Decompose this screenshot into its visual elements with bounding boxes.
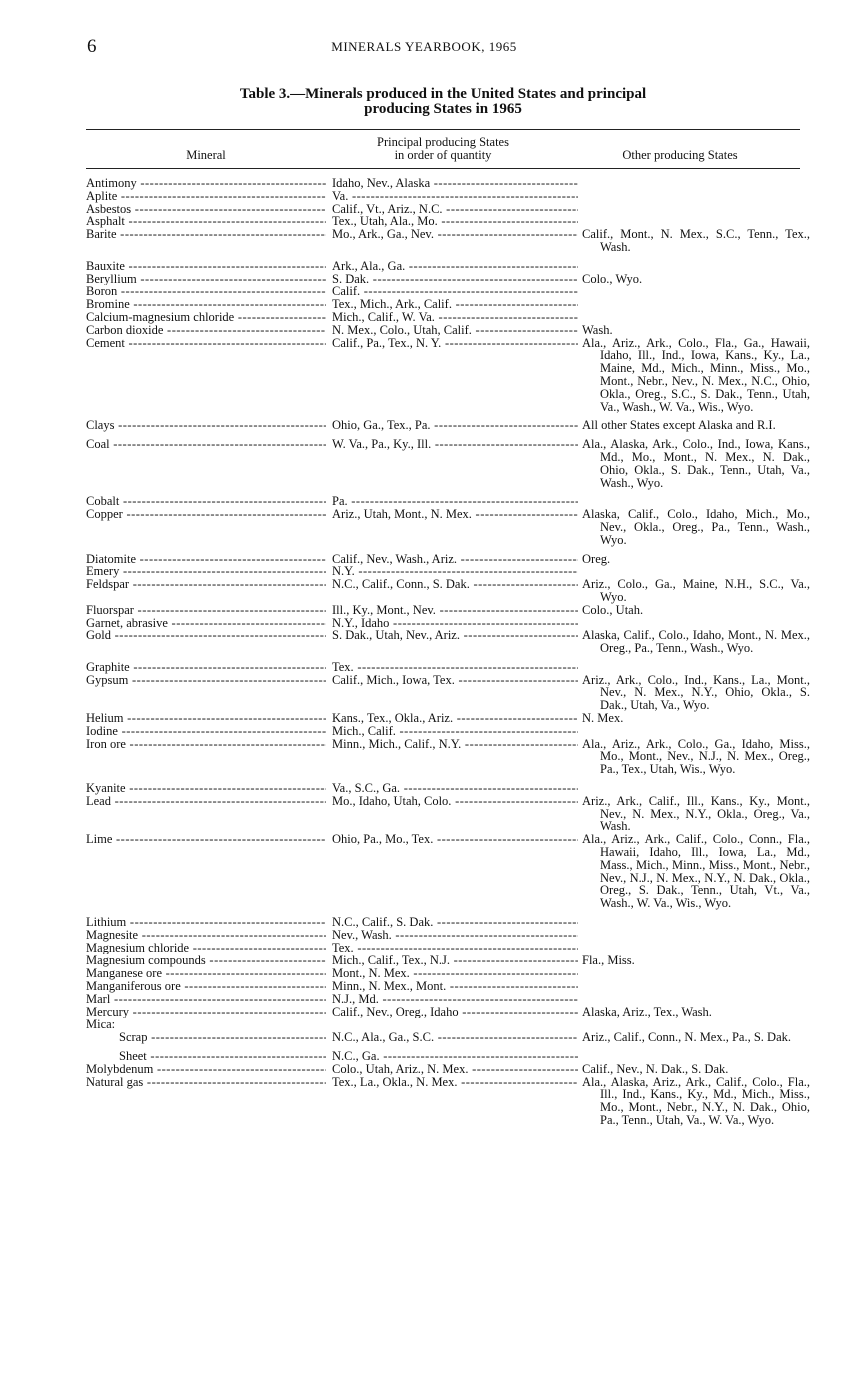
principal-states-cell: Tex., Mich., Ark., Calif. ----- <box>332 298 578 311</box>
table-row <box>86 1031 806 1044</box>
mineral-cell: Scrap ----- <box>86 1031 326 1044</box>
mineral-cell: Feldspar ----- <box>86 578 326 604</box>
mineral-cell: Graphite ----- <box>86 661 326 674</box>
mineral-cell: Mercury ----- <box>86 1006 326 1019</box>
principal-states-cell: Calif., Vt., Ariz., N.C. ----- <box>332 203 578 216</box>
running-head: MINERALS YEARBOOK, 1965 <box>331 39 517 54</box>
principal-states-cell: Calif., Nev., Oreg., Idaho ----- <box>332 1006 578 1019</box>
mineral-cell: Barite ----- <box>86 228 326 254</box>
mineral-cell: Magnesite ----- <box>86 929 326 942</box>
other-states-cell: Ala., Ariz., Ark., Colo., Ga., Idaho, Miss., Mo., Mont., Nev., N.J., N. Mex., Oreg., Pa., Tex., Utah, Wis., Wyo. <box>582 736 810 777</box>
table-title <box>86 87 800 117</box>
mineral-cell: Coal ----- <box>86 438 326 489</box>
principal-states-cell: Calif., Pa., Tex., N. Y. ----- <box>332 337 578 414</box>
principal-states-cell: Colo., Utah, Ariz., N. Mex. ----- <box>332 1063 578 1076</box>
principal-states-cell: Ohio, Ga., Tex., Pa. ----- <box>332 419 578 432</box>
table-row <box>86 604 806 617</box>
table-title-line-2: producing States in 1965 <box>364 101 522 117</box>
column-header-mineral: Mineral <box>186 148 226 162</box>
other-states-cell: Ariz., Ark., Calif., Ill., Kans., Ky., Mont., Nev., N. Mex., N.Y., Okla., Oreg., Va., Wash. <box>582 793 810 834</box>
table-title-line-1: Table 3.—Minerals produced in the United States and principal <box>239 86 647 102</box>
table-row <box>86 993 806 1006</box>
principal-states-cell: Nev., Wash. ----- <box>332 929 578 942</box>
table-row <box>86 324 806 337</box>
mineral-cell: Beryllium ----- <box>86 273 326 286</box>
table-row <box>86 929 806 942</box>
table-header-rule <box>86 168 800 169</box>
mineral-cell: Garnet, abrasive ----- <box>86 617 326 630</box>
mineral-cell: Boron ----- <box>86 285 326 298</box>
principal-states-cell: Ill., Ky., Mont., Nev. ----- <box>332 604 578 617</box>
mineral-cell: Marl ----- <box>86 993 326 1006</box>
principal-states-cell: N.C., Calif., Conn., S. Dak. ----- <box>332 578 578 604</box>
mineral-cell: Clays ----- <box>86 419 326 432</box>
principal-states-cell: Idaho, Nev., Alaska ----- <box>332 177 578 190</box>
other-states-cell <box>582 260 810 273</box>
mineral-cell: Asbestos ----- <box>86 203 326 216</box>
table-row <box>86 736 810 777</box>
principal-states-cell: Ohio, Pa., Mo., Tex. ----- <box>332 833 578 910</box>
other-states-cell: Fla., Miss. <box>582 953 635 968</box>
principal-states-cell: N.C., Calif., S. Dak. ----- <box>332 916 578 929</box>
other-states-cell <box>582 916 810 929</box>
other-states-cell <box>582 311 810 324</box>
principal-states-cell: N.J., Md. ----- <box>332 993 578 1006</box>
principal-states-cell: Tex., La., Okla., N. Mex. ----- <box>332 1076 578 1127</box>
mineral-cell: Bauxite ----- <box>86 260 326 273</box>
table-row <box>86 628 810 656</box>
table-row <box>86 577 810 604</box>
other-states-cell: Wash. <box>582 322 613 337</box>
table-row <box>86 725 806 738</box>
mineral-cell: Antimony ----- <box>86 177 326 190</box>
other-states-cell <box>582 661 810 674</box>
mineral-cell: Gold ----- <box>86 629 326 655</box>
mineral-cell: Magnesium chloride ----- <box>86 942 326 955</box>
table-row <box>86 942 806 955</box>
table-row <box>86 507 810 547</box>
mineral-cell: Lithium ----- <box>86 916 326 929</box>
table-row <box>86 227 810 254</box>
table-row <box>86 260 806 273</box>
principal-states-cell: N.Y., Idaho ----- <box>332 617 578 630</box>
principal-states-cell: Mont., N. Mex. ----- <box>332 967 578 980</box>
table-row <box>86 298 806 311</box>
mineral-cell: Kyanite ----- <box>86 782 326 795</box>
mineral-cell: Lead ----- <box>86 795 326 833</box>
other-states-cell <box>582 298 810 311</box>
other-states-cell: Alaska, Calif., Colo., Idaho, Mich., Mo., Nev., Okla., Oreg., Pa., Tenn., Wash., Wyo. <box>582 507 810 547</box>
table-row <box>86 793 810 834</box>
principal-states-cell: Minn., N. Mex., Mont. ----- <box>332 980 578 993</box>
mineral-cell: Emery ----- <box>86 565 326 578</box>
principal-states-cell: Calif., Nev., Wash., Ariz. ----- <box>332 553 578 566</box>
mineral-cell: Calcium-magnesium chloride ----- <box>86 311 326 324</box>
table-row <box>86 916 806 929</box>
other-states-cell: Ariz., Calif., Conn., N. Mex., Pa., S. Dak. <box>582 1030 792 1045</box>
table-row <box>86 1063 806 1076</box>
other-states-cell <box>582 190 810 203</box>
mineral-cell: Manganiferous ore ----- <box>86 980 326 993</box>
other-states-cell: Colo., Wyo. <box>582 271 643 286</box>
other-states-cell: Alaska, Calif., Colo., Idaho, Mont., N. Mex., Oreg., Pa., Tenn., Wash., Wyo. <box>582 628 810 656</box>
mineral-cell: Natural gas ----- <box>86 1076 326 1127</box>
column-header-principal-line-1: Principal producing States <box>377 135 509 149</box>
mineral-cell: Bromine ----- <box>86 298 326 311</box>
principal-states-cell: Tex. ----- <box>332 942 578 955</box>
other-states-cell: Ala., Ariz., Ark., Colo., Fla., Ga., Hawaii, Idaho, Ill., Ind., Iowa, Kans., Ky., La., Maine, Md., Mich., Minn., Miss., Mo., Mont., Nebr., Nev., N. Mex., N.C., Ohio, Okla., Oreg., S.C., S. Dak., Tenn., Utah, Va., Wash., W. Va., Wis., Wyo. <box>582 335 810 414</box>
table-row <box>86 1050 806 1063</box>
table-row <box>86 285 806 298</box>
mineral-cell: Molybdenum ----- <box>86 1063 326 1076</box>
table-body <box>86 177 810 1127</box>
table-row <box>86 1074 810 1127</box>
mineral-cell: Gypsum ----- <box>86 674 326 712</box>
table-row <box>86 782 806 795</box>
table-top-rule <box>86 129 800 130</box>
mineral-cell: Fluorspar ----- <box>86 604 326 617</box>
table-row <box>86 1006 806 1019</box>
principal-states-cell: N.Y. ----- <box>332 565 578 578</box>
principal-states-cell: Va., S.C., Ga. ----- <box>332 782 578 795</box>
principal-states-cell: Calif., Mich., Iowa, Tex. ----- <box>332 674 578 712</box>
mineral-cell: Copper ----- <box>86 508 326 546</box>
column-header-principal-line-2: in order of quantity <box>394 148 492 162</box>
other-states-cell: Colo., Utah. <box>582 602 644 617</box>
principal-states-cell <box>332 1018 578 1031</box>
table-row <box>86 419 806 432</box>
other-states-cell <box>582 967 810 980</box>
table-row <box>86 311 806 324</box>
table-row <box>86 967 806 980</box>
column-header-other: Other producing States <box>622 148 738 162</box>
principal-states-cell: Va. ----- <box>332 190 578 203</box>
principal-states-cell: Mo., Ark., Ga., Nev. ----- <box>332 228 578 254</box>
other-states-cell <box>582 993 810 1006</box>
principal-states-cell: Minn., Mich., Calif., N.Y. ----- <box>332 738 578 776</box>
other-states-cell <box>582 177 810 190</box>
mineral-cell: Sheet ----- <box>86 1050 326 1063</box>
principal-states-cell: Pa. ----- <box>332 495 578 508</box>
principal-states-cell: N.C., Ala., Ga., S.C. ----- <box>332 1031 578 1044</box>
other-states-cell: Ala., Ariz., Ark., Calif., Colo., Conn., Fla., Hawaii, Idaho, Ill., Iowa, La., Md., Mass., Mich., Minn., Miss., Mont., Nebr., Nev., N.J., N. Mex., N.Y., N. Dak., Okla., Oreg., S. Dak., Tenn., Utah, Vt., Va., Wash., W. Va., Wis., Wyo. <box>582 832 810 911</box>
table-row <box>86 954 806 967</box>
table-row <box>86 553 806 566</box>
principal-states-cell: N. Mex., Colo., Utah, Calif. ----- <box>332 324 578 337</box>
other-states-cell: Ala., Alaska, Ark., Colo., Ind., Iowa, Kans., Md., Mo., Mont., N. Mex., N. Dak., Ohio, Okla., S. Dak., Tenn., Utah, Va., Wash., Wyo. <box>582 437 810 490</box>
table-row <box>86 832 810 911</box>
other-states-cell: Alaska, Ariz., Tex., Wash. <box>582 1004 712 1019</box>
page-number: 6 <box>87 36 97 57</box>
other-states-cell: Ala., Alaska, Ariz., Ark., Calif., Colo., Fla., Ill., Ind., Kans., Ky., Md., Mich., Miss., Mo., Mont., Nebr., N.Y., N. Dak., Ohio, Pa., Tenn., Utah, Va., W. Va., Wyo. <box>582 1074 810 1127</box>
principal-states-cell: Ariz., Utah, Mont., N. Mex. ----- <box>332 508 578 546</box>
mineral-cell: Mica: <box>86 1018 116 1032</box>
principal-states-cell: Calif. ----- <box>332 285 578 298</box>
other-states-cell <box>582 285 810 298</box>
other-states-cell <box>582 980 810 993</box>
table-row <box>86 335 810 414</box>
principal-states-cell: Mo., Idaho, Utah, Colo. ----- <box>332 795 578 833</box>
mineral-cell: Iron ore ----- <box>86 738 326 776</box>
column-header-principal <box>326 136 560 162</box>
other-states-cell <box>582 203 810 216</box>
principal-states-cell: Ark., Ala., Ga. ----- <box>332 260 578 273</box>
other-states-cell: N. Mex. <box>582 711 624 726</box>
principal-states-cell: N.C., Ga. ----- <box>332 1050 578 1063</box>
mineral-cell: Magnesium compounds ----- <box>86 954 326 967</box>
principal-states-cell: Mich., Calif., W. Va. ----- <box>332 311 578 324</box>
mineral-cell: Manganese ore ----- <box>86 967 326 980</box>
mineral-cell: Iodine ----- <box>86 725 326 738</box>
principal-states-cell: Kans., Tex., Okla., Ariz. ----- <box>332 712 578 725</box>
table-row <box>86 672 810 713</box>
other-states-cell <box>582 782 810 795</box>
table-row <box>86 437 810 490</box>
other-states-cell <box>582 929 810 942</box>
table-row <box>86 177 806 190</box>
other-states-cell <box>582 725 810 738</box>
table-row <box>86 203 806 216</box>
other-states-cell: Calif., Mont., N. Mex., S.C., Tenn., Tex., Wash. <box>582 227 810 254</box>
mineral-cell: Helium ----- <box>86 712 326 725</box>
mineral-cell: Lime ----- <box>86 833 326 910</box>
mineral-cell: Diatomite ----- <box>86 553 326 566</box>
principal-states-cell: W. Va., Pa., Ky., Ill. ----- <box>332 438 578 489</box>
other-states-cell: Oreg. <box>582 551 611 566</box>
other-states-cell: Calif., Nev., N. Dak., S. Dak. <box>582 1061 729 1076</box>
principal-states-cell: S. Dak., Utah, Nev., Ariz. ----- <box>332 629 578 655</box>
other-states-cell: Ariz., Colo., Ga., Maine, N.H., S.C., Va., Wyo. <box>582 577 810 604</box>
mineral-cell: Aplite ----- <box>86 190 326 203</box>
mineral-cell: Cobalt ----- <box>86 495 326 508</box>
principal-states-cell: Tex. ----- <box>332 661 578 674</box>
mineral-cell: Cement ----- <box>86 337 326 414</box>
mineral-cell: Carbon dioxide ----- <box>86 324 326 337</box>
other-states-cell: All other States except Alaska and R.I. <box>582 418 776 433</box>
principal-states-cell: Mich., Calif. ----- <box>332 725 578 738</box>
principal-states-cell: S. Dak. ----- <box>332 273 578 286</box>
other-states-cell <box>582 1050 810 1063</box>
principal-states-cell: Mich., Calif., Tex., N.J. ----- <box>332 954 578 967</box>
table-row <box>86 273 806 286</box>
mineral-cell: Asphalt ----- <box>86 215 326 228</box>
other-states-cell: Ariz., Ark., Colo., Ind., Kans., La., Mont., Nev., N. Mex., N.Y., Ohio, Okla., S. Dak., Utah, Va., Wyo. <box>582 672 810 713</box>
table-row <box>86 190 806 203</box>
principal-states-cell: Tex., Utah, Ala., Mo. ----- <box>332 215 578 228</box>
table-row <box>86 980 806 993</box>
table-row <box>86 712 806 725</box>
table-row <box>86 661 806 674</box>
